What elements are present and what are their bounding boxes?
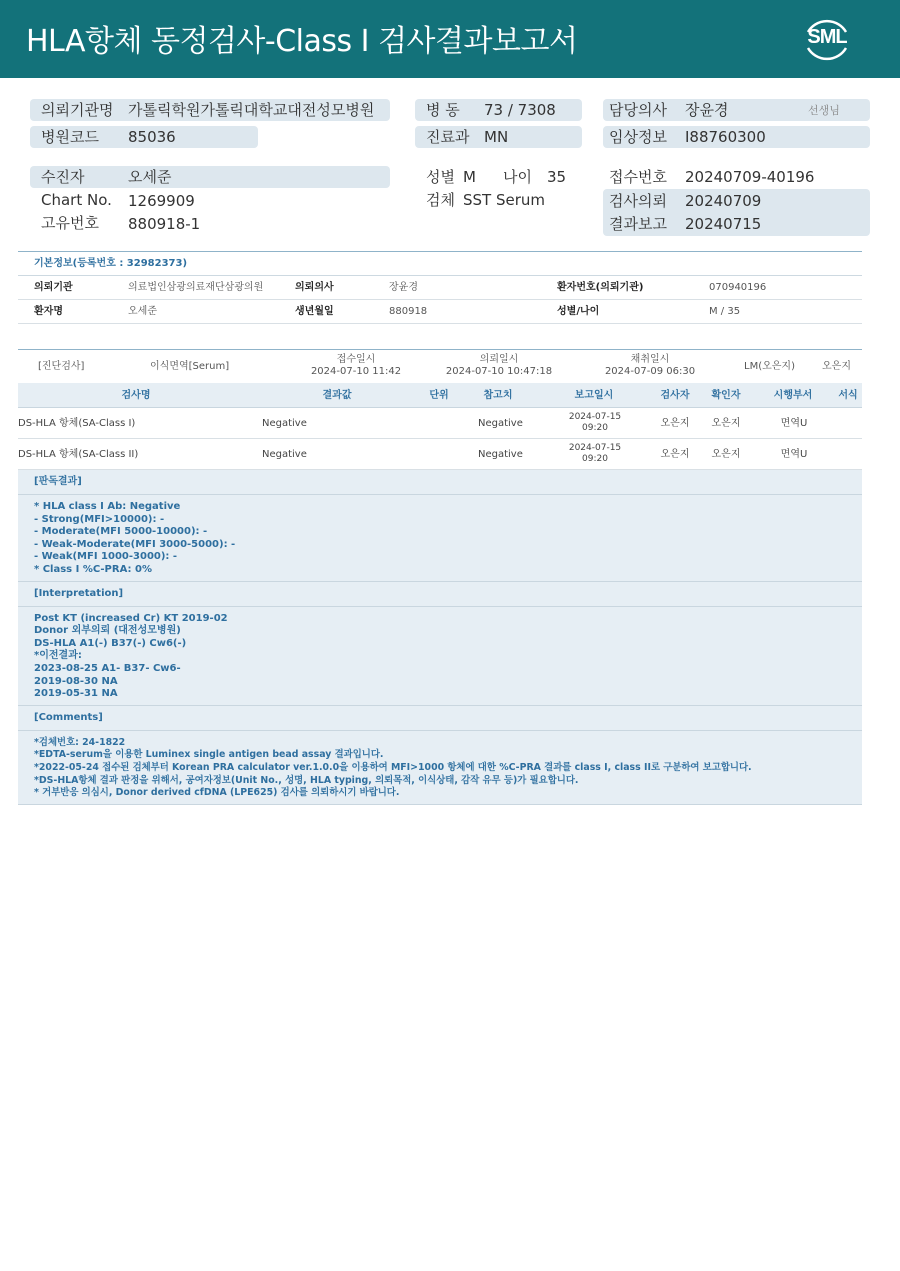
reference-value: Negative <box>478 418 523 429</box>
unique-label: 고유번호 <box>41 214 99 232</box>
ward-value: 73 / 7308 <box>484 101 556 119</box>
basic-info-row <box>18 300 862 324</box>
interpretation-line: DS-HLA A1(-) B37(-) Cw6(-) <box>34 637 187 649</box>
confirmer-value: 오은지 <box>711 418 741 429</box>
org-label: 의뢰기관 <box>34 282 73 293</box>
req-doctor-value: 장윤경 <box>389 282 418 293</box>
result-value: Negative <box>262 449 307 460</box>
judgment-line: - Strong(MFI>10000): - <box>34 513 165 525</box>
age-label: 나이 <box>503 168 532 186</box>
hospital-code-label: 병원코드 <box>41 128 99 146</box>
interpretation-line: Post KT (increased Cr) KT 2019-02 <box>34 612 228 624</box>
dept-value: MN <box>484 128 509 146</box>
report-header <box>0 0 900 78</box>
results-table-header <box>18 383 862 408</box>
unique-value: 880918-1 <box>128 215 201 233</box>
judgment-line: - Weak-Moderate(MFI 3000-5000): - <box>34 538 236 550</box>
comment-line: *EDTA-serum을 이용한 Luminex single antigen bead assay 결과입니다. <box>34 749 384 761</box>
interpretation-line: 2023-08-25 A1- B37- Cw6- <box>34 662 181 674</box>
collect-time-value: 2024-07-09 06:30 <box>604 366 696 377</box>
receipt-time-value: 2024-07-10 11:42 <box>310 366 402 377</box>
interpretation-line: *이전결과: <box>34 650 82 662</box>
judgment-line: - Weak(MFI 1000-3000): - <box>34 551 178 563</box>
report-datetime <box>569 443 621 465</box>
sex-label: 성별 <box>426 168 455 186</box>
reference-value: Negative <box>478 449 523 460</box>
col-result: 결과값 <box>322 390 352 401</box>
specimen-value: SST Serum <box>463 191 546 209</box>
interpretation-title: [Interpretation] <box>18 582 862 607</box>
request-date-value: 20240709 <box>685 192 762 210</box>
comment-line: *DS-HLA항체 결과 판정을 위해서, 공여자정보(Unit No., 성명, HLA typing, 의뢰목적, 이식상태, 감작 유무 등)가 필요합니다. <box>34 774 579 786</box>
hospital-code-value: 85036 <box>128 128 176 146</box>
birthdate-label: 생년월일 <box>295 306 334 317</box>
patient-name-value: 오세준 <box>128 306 157 317</box>
receipt-time-label: 접수일시 <box>336 354 376 365</box>
col-reference: 참고치 <box>483 390 513 401</box>
receipt-value: 20240709-40196 <box>685 168 815 186</box>
test-name: DS-HLA 항체(SA-Class II) <box>18 449 139 460</box>
chart-value: 1269909 <box>128 192 195 210</box>
table-row <box>18 439 862 470</box>
collect-time-label: 채취일시 <box>630 354 670 365</box>
comment-line: * 거부반응 의심시, Donor derived cfDNA (LPE625) 검사를 의뢰하시기 바랍니다. <box>34 787 400 799</box>
lm-label: LM(오은지) <box>744 361 795 372</box>
interpretation-line: 2019-05-31 NA <box>34 688 118 700</box>
request-org-label: 의뢰기관명 <box>41 101 114 119</box>
comment-line: *2022-05-24 접수된 검체부터 Korean PRA calculator ver.1.0.0을 이용하여 MFI>1000 항체에 대한 %C-PRA 결과를 class I, class II로 구분하여 보고합니다. <box>34 761 752 773</box>
judgment-title: [판독결과] <box>18 470 862 495</box>
col-department: 시행부서 <box>773 390 813 401</box>
col-report-time: 보고일시 <box>574 390 614 401</box>
report-datetime <box>569 412 621 434</box>
interpretation-body <box>18 607 862 706</box>
col-test-name: 검사명 <box>121 390 151 401</box>
report-date: 2024-07-15 <box>568 443 622 453</box>
report-date-label: 결과보고 <box>609 215 667 233</box>
doctor-suffix: 선생님 <box>808 104 840 117</box>
table-row <box>18 408 862 439</box>
comment-line: *검체번호: 24-1822 <box>34 736 126 748</box>
sex-age-label: 성별/나이 <box>557 306 600 317</box>
patient-label: 수진자 <box>41 168 85 186</box>
patient-no-value: 070940196 <box>709 282 767 293</box>
report-title: HLA항체 동정검사-Class Ⅰ 검사결과보고서 <box>26 24 578 59</box>
confirmer-value: 오은지 <box>711 449 741 460</box>
department-value: 면역U <box>780 449 808 460</box>
test-name: DS-HLA 항체(SA-Class I) <box>18 418 136 429</box>
tester-value: 오은지 <box>660 449 690 460</box>
report-time: 09:20 <box>582 454 608 464</box>
judgment-line: * Class I %C-PRA: 0% <box>34 563 152 575</box>
department-value: 면역U <box>780 418 808 429</box>
lm-value: 오은지 <box>822 361 851 372</box>
judgment-line: * HLA class I Ab: Negative <box>34 501 181 512</box>
report-date-value: 20240715 <box>685 215 762 233</box>
receipt-label: 접수번호 <box>609 168 667 186</box>
patient-no-label: 환자번호(의뢰기관) <box>557 282 644 293</box>
sml-logo <box>800 12 854 66</box>
doctor-value: 장윤경 <box>685 101 729 119</box>
clinical-label: 임상정보 <box>609 128 667 146</box>
basic-info-title: 기본정보(등록번호 : 32982373) <box>18 251 862 276</box>
comments-title: [Comments] <box>18 706 862 731</box>
test-meta-row <box>18 349 862 383</box>
req-doctor-label: 의뢰의사 <box>295 282 334 293</box>
org-value: 의료법인삼광의료재단삼광의원 <box>128 282 264 293</box>
diag-value: 이식면역[Serum] <box>150 361 230 372</box>
birthdate-value: 880918 <box>389 306 428 317</box>
sex-age-value: M / 35 <box>709 306 741 317</box>
patient-name-label: 환자명 <box>34 306 63 317</box>
test-results-box <box>18 349 862 805</box>
ward-label: 병 동 <box>426 101 460 119</box>
request-date-label: 검사의뢰 <box>609 192 667 210</box>
patient-value: 오세준 <box>128 168 172 186</box>
diag-label: [진단검사] <box>38 361 85 372</box>
basic-info-row <box>18 276 862 300</box>
sex-value: M <box>463 168 476 186</box>
judgment-body <box>18 495 862 582</box>
col-form: 서식 <box>838 390 858 401</box>
logo-text: SML <box>807 26 847 48</box>
col-tester: 검사자 <box>660 390 690 401</box>
request-org-value: 가톨릭학원가톨릭대학교대전성모병원 <box>128 101 375 119</box>
judgment-line: - Moderate(MFI 5000-10000): - <box>34 526 208 538</box>
clinical-value: I88760300 <box>685 128 766 146</box>
col-confirmer: 확인자 <box>711 390 741 401</box>
interpretation-line: Donor 외부의뢰 (대전성모병원) <box>34 625 181 637</box>
tester-value: 오은지 <box>660 418 690 429</box>
col-unit: 단위 <box>429 390 449 401</box>
result-value: Negative <box>262 418 307 429</box>
age-value: 35 <box>547 168 567 186</box>
specimen-label: 검체 <box>426 191 455 209</box>
doctor-label: 담당의사 <box>609 101 667 119</box>
report-time: 09:20 <box>582 423 608 433</box>
interpretation-line: 2019-08-30 NA <box>34 675 118 687</box>
request-time-label: 의뢰일시 <box>479 354 519 365</box>
dept-label: 진료과 <box>426 128 470 146</box>
comments-body <box>18 731 862 805</box>
basic-info-box <box>18 251 862 324</box>
chart-label: Chart No. <box>41 191 112 209</box>
request-time-value: 2024-07-10 10:47:18 <box>445 366 553 377</box>
report-date: 2024-07-15 <box>568 412 622 422</box>
